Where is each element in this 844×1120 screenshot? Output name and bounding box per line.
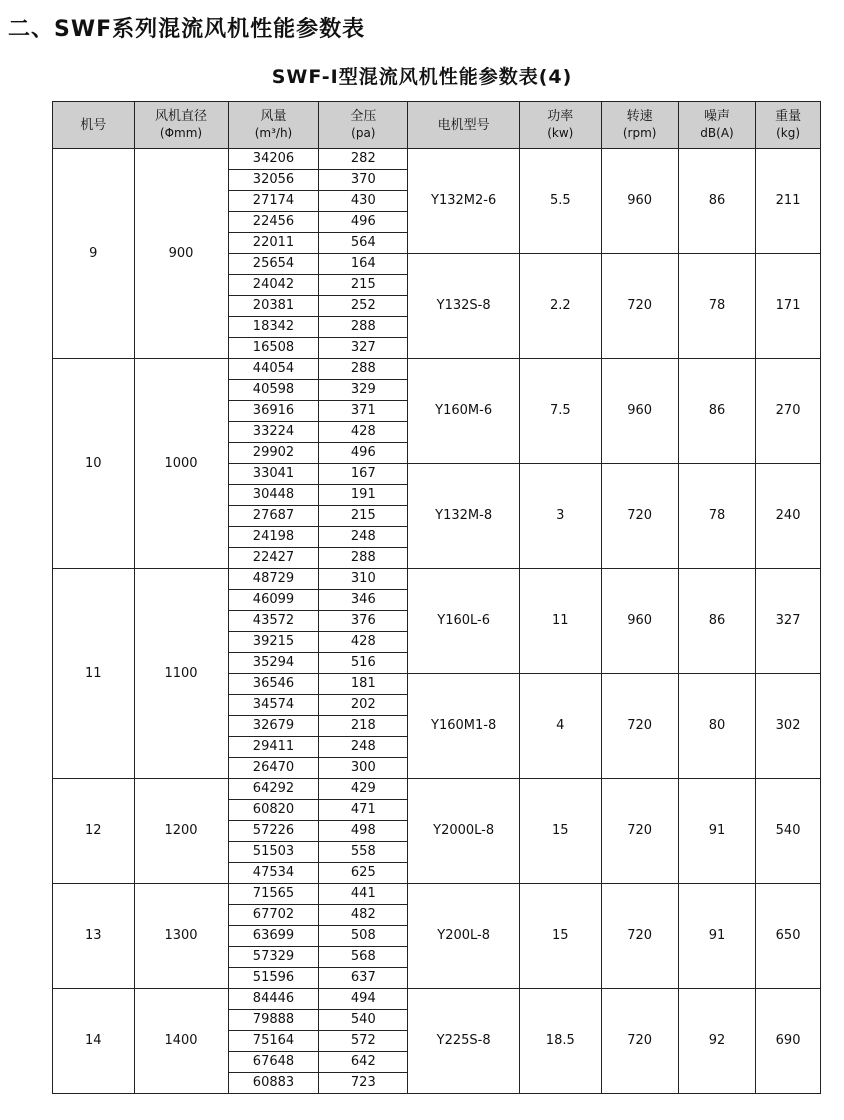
airflow-cell: 35294 xyxy=(228,653,319,674)
pressure-cell: 494 xyxy=(319,989,408,1010)
header-motor-model xyxy=(408,102,520,149)
airflow-cell: 26470 xyxy=(228,758,319,779)
table-row xyxy=(53,884,821,905)
pressure-cell: 218 xyxy=(319,716,408,737)
pressure-cell: 215 xyxy=(319,506,408,527)
pressure-cell: 496 xyxy=(319,212,408,233)
section-title: 二、SWF系列混流风机性能参数表 xyxy=(8,17,366,42)
speed-cell: 720 xyxy=(601,989,678,1094)
pressure-cell: 572 xyxy=(319,1031,408,1052)
power-cell: 15 xyxy=(520,779,602,884)
pressure-cell: 181 xyxy=(319,674,408,695)
header-label: 转速 xyxy=(626,109,653,124)
table-row xyxy=(53,989,821,1010)
power-cell: 4 xyxy=(520,674,602,779)
header-label: 风量 xyxy=(260,109,287,124)
weight-cell: 327 xyxy=(756,569,821,674)
airflow-cell: 36916 xyxy=(228,401,319,422)
airflow-cell: 60883 xyxy=(228,1073,319,1094)
header-unit: (rpm) xyxy=(622,126,657,140)
motor-model-cell: Y200L-8 xyxy=(408,884,520,989)
header-label: 噪声 xyxy=(703,109,730,124)
machine-no-cell: 12 xyxy=(53,779,135,884)
pressure-cell: 300 xyxy=(319,758,408,779)
noise-cell: 86 xyxy=(678,149,755,254)
diameter-cell: 1000 xyxy=(134,359,228,569)
pressure-cell: 329 xyxy=(319,380,408,401)
header-label: 电机型号 xyxy=(437,117,490,133)
power-cell: 7.5 xyxy=(520,359,602,464)
pressure-cell: 516 xyxy=(319,653,408,674)
airflow-cell: 22456 xyxy=(228,212,319,233)
pressure-cell: 558 xyxy=(319,842,408,863)
table-title: SWF-Ⅰ型混流风机性能参数表(4) xyxy=(271,66,573,88)
noise-cell: 80 xyxy=(678,674,755,779)
airflow-cell: 16508 xyxy=(228,338,319,359)
diameter-cell: 1100 xyxy=(134,569,228,779)
noise-cell: 86 xyxy=(678,359,755,464)
motor-model-cell: Y132M2-6 xyxy=(408,149,520,254)
motor-model-cell: Y160L-6 xyxy=(408,569,520,674)
pressure-cell: 248 xyxy=(319,737,408,758)
airflow-cell: 79888 xyxy=(228,1010,319,1031)
header-noise xyxy=(678,102,755,149)
airflow-cell: 34206 xyxy=(228,149,319,170)
pressure-cell: 441 xyxy=(319,884,408,905)
header-label: 全压 xyxy=(350,109,377,124)
airflow-cell: 39215 xyxy=(228,632,319,653)
pressure-cell: 508 xyxy=(319,926,408,947)
airflow-cell: 47534 xyxy=(228,863,319,884)
power-cell: 5.5 xyxy=(520,149,602,254)
machine-no-cell: 13 xyxy=(53,884,135,989)
airflow-cell: 57329 xyxy=(228,947,319,968)
pressure-cell: 428 xyxy=(319,422,408,443)
header-row xyxy=(53,102,821,149)
diameter-cell: 1300 xyxy=(134,884,228,989)
pressure-cell: 167 xyxy=(319,464,408,485)
speed-cell: 960 xyxy=(601,359,678,464)
machine-no-cell: 11 xyxy=(53,569,135,779)
speed-cell: 720 xyxy=(601,464,678,569)
header-weight xyxy=(756,102,821,149)
speed-cell: 720 xyxy=(601,254,678,359)
pressure-cell: 346 xyxy=(319,590,408,611)
noise-cell: 86 xyxy=(678,569,755,674)
table-body xyxy=(53,149,821,1094)
table-row xyxy=(53,569,821,590)
pressure-cell: 288 xyxy=(319,548,408,569)
pressure-cell: 202 xyxy=(319,695,408,716)
pressure-cell: 288 xyxy=(319,317,408,338)
airflow-cell: 67702 xyxy=(228,905,319,926)
pressure-cell: 430 xyxy=(319,191,408,212)
airflow-cell: 33041 xyxy=(228,464,319,485)
weight-cell: 240 xyxy=(756,464,821,569)
power-cell: 15 xyxy=(520,884,602,989)
pressure-cell: 371 xyxy=(319,401,408,422)
airflow-cell: 48729 xyxy=(228,569,319,590)
header-unit: dB(A) xyxy=(700,126,734,140)
airflow-cell: 18342 xyxy=(228,317,319,338)
airflow-cell: 29902 xyxy=(228,443,319,464)
weight-cell: 302 xyxy=(756,674,821,779)
airflow-cell: 24198 xyxy=(228,527,319,548)
noise-cell: 91 xyxy=(678,884,755,989)
pressure-cell: 252 xyxy=(319,296,408,317)
airflow-cell: 33224 xyxy=(228,422,319,443)
speed-cell: 720 xyxy=(601,674,678,779)
pressure-cell: 564 xyxy=(319,233,408,254)
pressure-cell: 248 xyxy=(319,527,408,548)
header-diameter xyxy=(134,102,228,149)
header-unit: (pa) xyxy=(351,126,376,140)
airflow-cell: 29411 xyxy=(228,737,319,758)
pressure-cell: 164 xyxy=(319,254,408,275)
power-cell: 3 xyxy=(520,464,602,569)
noise-cell: 78 xyxy=(678,254,755,359)
pressure-cell: 568 xyxy=(319,947,408,968)
power-cell: 18.5 xyxy=(520,989,602,1094)
header-pressure xyxy=(319,102,408,149)
airflow-cell: 43572 xyxy=(228,611,319,632)
speed-cell: 720 xyxy=(601,884,678,989)
airflow-cell: 27174 xyxy=(228,191,319,212)
diameter-cell: 1400 xyxy=(134,989,228,1094)
header-power xyxy=(520,102,602,149)
airflow-cell: 60820 xyxy=(228,800,319,821)
header-airflow xyxy=(228,102,319,149)
airflow-cell: 44054 xyxy=(228,359,319,380)
motor-model-cell: Y160M1-8 xyxy=(408,674,520,779)
pressure-cell: 429 xyxy=(319,779,408,800)
airflow-cell: 46099 xyxy=(228,590,319,611)
noise-cell: 78 xyxy=(678,464,755,569)
airflow-cell: 27687 xyxy=(228,506,319,527)
weight-cell: 690 xyxy=(756,989,821,1094)
pressure-cell: 428 xyxy=(319,632,408,653)
machine-no-cell: 9 xyxy=(53,149,135,359)
table-header xyxy=(53,102,821,149)
airflow-cell: 22011 xyxy=(228,233,319,254)
weight-cell: 211 xyxy=(756,149,821,254)
pressure-cell: 310 xyxy=(319,569,408,590)
motor-model-cell: Y132M-8 xyxy=(408,464,520,569)
airflow-cell: 40598 xyxy=(228,380,319,401)
speed-cell: 720 xyxy=(601,779,678,884)
header-label: 重量 xyxy=(775,109,802,124)
pressure-cell: 288 xyxy=(319,359,408,380)
pressure-cell: 191 xyxy=(319,485,408,506)
motor-model-cell: Y132S-8 xyxy=(408,254,520,359)
speed-cell: 960 xyxy=(601,569,678,674)
pressure-cell: 496 xyxy=(319,443,408,464)
weight-cell: 171 xyxy=(756,254,821,359)
header-unit: (kg) xyxy=(776,126,801,140)
noise-cell: 91 xyxy=(678,779,755,884)
airflow-cell: 22427 xyxy=(228,548,319,569)
airflow-cell: 51596 xyxy=(228,968,319,989)
weight-cell: 270 xyxy=(756,359,821,464)
airflow-cell: 30448 xyxy=(228,485,319,506)
airflow-cell: 75164 xyxy=(228,1031,319,1052)
airflow-cell: 63699 xyxy=(228,926,319,947)
header-label: 风机直径 xyxy=(155,109,208,124)
pressure-cell: 642 xyxy=(319,1052,408,1073)
airflow-cell: 51503 xyxy=(228,842,319,863)
table-row xyxy=(53,149,821,170)
weight-cell: 650 xyxy=(756,884,821,989)
pressure-cell: 215 xyxy=(319,275,408,296)
diameter-cell: 900 xyxy=(134,149,228,359)
pressure-cell: 471 xyxy=(319,800,408,821)
header-speed xyxy=(601,102,678,149)
pressure-cell: 498 xyxy=(319,821,408,842)
table-row xyxy=(53,779,821,800)
header-label: 功率 xyxy=(547,109,574,124)
airflow-cell: 32056 xyxy=(228,170,319,191)
airflow-cell: 57226 xyxy=(228,821,319,842)
airflow-cell: 34574 xyxy=(228,695,319,716)
header-machine-no xyxy=(53,102,135,149)
airflow-cell: 24042 xyxy=(228,275,319,296)
pressure-cell: 625 xyxy=(319,863,408,884)
airflow-cell: 67648 xyxy=(228,1052,319,1073)
pressure-cell: 282 xyxy=(319,149,408,170)
pressure-cell: 370 xyxy=(319,170,408,191)
motor-model-cell: Y160M-6 xyxy=(408,359,520,464)
motor-model-cell: Y225S-8 xyxy=(408,989,520,1094)
airflow-cell: 36546 xyxy=(228,674,319,695)
header-unit: (kw) xyxy=(547,126,574,140)
pressure-cell: 637 xyxy=(319,968,408,989)
airflow-cell: 64292 xyxy=(228,779,319,800)
motor-model-cell: Y2000L-8 xyxy=(408,779,520,884)
airflow-cell: 32679 xyxy=(228,716,319,737)
header-unit: (Φmm) xyxy=(159,126,203,140)
diameter-cell: 1200 xyxy=(134,779,228,884)
noise-cell: 92 xyxy=(678,989,755,1094)
machine-no-cell: 14 xyxy=(53,989,135,1094)
pressure-cell: 540 xyxy=(319,1010,408,1031)
performance-table xyxy=(52,101,821,1094)
power-cell: 11 xyxy=(520,569,602,674)
header-label: 机号 xyxy=(80,117,107,133)
header-unit: (m³/h) xyxy=(254,126,293,140)
pressure-cell: 482 xyxy=(319,905,408,926)
machine-no-cell: 10 xyxy=(53,359,135,569)
airflow-cell: 25654 xyxy=(228,254,319,275)
airflow-cell: 20381 xyxy=(228,296,319,317)
table-row xyxy=(53,359,821,380)
pressure-cell: 327 xyxy=(319,338,408,359)
pressure-cell: 376 xyxy=(319,611,408,632)
speed-cell: 960 xyxy=(601,149,678,254)
airflow-cell: 84446 xyxy=(228,989,319,1010)
airflow-cell: 71565 xyxy=(228,884,319,905)
pressure-cell: 723 xyxy=(319,1073,408,1094)
weight-cell: 540 xyxy=(756,779,821,884)
power-cell: 2.2 xyxy=(520,254,602,359)
